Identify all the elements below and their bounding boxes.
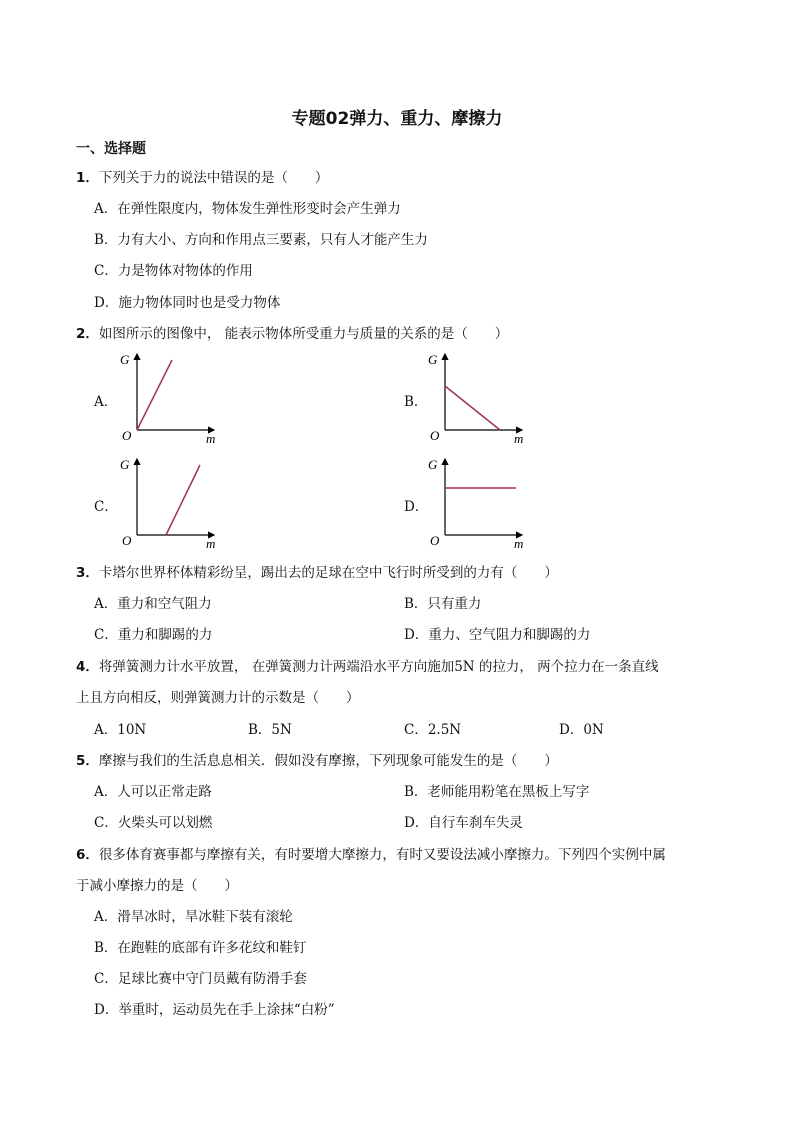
graph-option-c-label: C． [94,499,118,515]
option-a: A．滑旱冰时，旱冰鞋下装有滚轮 [94,909,293,925]
option-c: C．2.5N [404,722,462,738]
x-axis-label: m [514,536,524,550]
question-number: 2． [76,326,99,342]
question-stem: 将弹簧测力计水平放置， 在弹簧测力计两端沿水平方向施加5N 的拉力， 两个拉力在一条直线 [98,659,659,675]
question-number: 4． [76,659,99,675]
option-b: B．老师能用粉笔在黑板上写字 [404,784,590,800]
option-d: D．自行车刹车失灵 [404,815,523,831]
origin-label: O [430,428,440,443]
option-d: D．重力、空气阻力和脚踢的力 [404,627,591,643]
question-4 [76,655,659,675]
question-number: 1． [76,170,99,186]
question-stem: 摩擦与我们的生活息息相关．假如没有摩擦，下列现象可能发生的是（ ） [98,753,558,769]
question-number: 6． [76,847,99,863]
question-6-continued: 于减小摩擦力的是（ ） [76,878,238,894]
option-c: C．火柴头可以划燃 [94,815,213,831]
graph-a [114,350,224,445]
option-a: A．人可以正常走路 [94,784,212,800]
question-6 [76,843,666,863]
option-b: B．在跑鞋的底部有许多花纹和鞋钉 [94,940,307,956]
graph-c [114,455,224,550]
question-number: 3． [76,565,99,581]
question-1 [76,166,328,186]
option-b: B．力有大小、方向和作用点三要素，只有人才能产生力 [94,232,428,248]
question-stem: 很多体育赛事都与摩擦有关，有时要增大摩擦力，有时又要设法减小摩擦力。下列四个实例中属 [98,847,666,863]
section-heading: 一、选择题 [76,141,146,157]
option-d: D．0N [559,722,604,738]
option-b: B．5N [248,722,292,738]
question-stem: 下列关于力的说法中错误的是（ ） [98,170,329,186]
graph-d [422,455,532,550]
graph-line [137,360,172,430]
graph-b [422,350,532,445]
option-c: C．足球比赛中守门员戴有防滑手套 [94,971,307,987]
origin-label: O [430,533,440,548]
question-stem: 如图所示的图像中， 能表示物体所受重力与质量的关系的是（ ） [98,326,509,342]
graph-option-a-label: A． [94,394,118,410]
page-title: 专题02弹力、重力、摩擦力 [291,109,503,129]
origin-label: O [122,428,132,443]
graph-line [166,465,200,535]
graph-option-d-label: D． [404,499,429,515]
graph-line [445,386,500,430]
x-axis-label: m [206,536,216,550]
x-axis-label: m [514,431,524,445]
question-number: 5． [76,753,99,769]
question-4-continued: 上且方向相反，则弹簧测力计的示数是（ ） [76,690,360,706]
question-5 [76,749,558,769]
option-c: C．力是物体对物体的作用 [94,263,253,279]
y-axis-label: G [120,352,130,367]
graph-option-b-label: B． [404,394,428,410]
question-2 [76,322,508,342]
x-axis-label: m [206,431,216,445]
y-axis-label: G [428,352,438,367]
option-a: A．10N [94,722,147,738]
origin-label: O [122,533,132,548]
y-axis-label: G [120,457,130,472]
question-3 [76,561,558,581]
option-a: A．重力和空气阻力 [94,596,212,612]
option-b: B．只有重力 [404,596,482,612]
option-d: D．施力物体同时也是受力物体 [94,295,281,311]
option-a: A．在弹性限度内，物体发生弹性形变时会产生弹力 [94,201,401,217]
y-axis-label: G [428,457,438,472]
option-c: C．重力和脚踢的力 [94,627,213,643]
question-stem: 卡塔尔世界杯体精彩纷呈，踢出去的足球在空中飞行时所受到的力有（ ） [98,565,558,581]
option-d: D．举重时，运动员先在手上涂抹“白粉” [94,1002,335,1018]
